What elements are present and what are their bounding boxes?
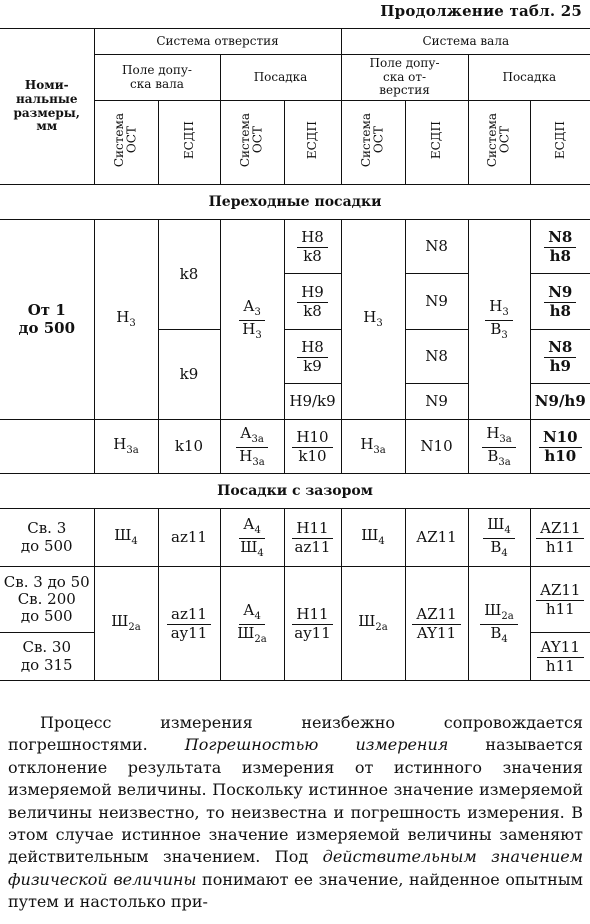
fit-n10-h10: $\frac{N10}{h10}$ <box>530 420 590 474</box>
size-1-500: От 1 до 500 <box>0 220 94 420</box>
cell-h3a-shaft: $Н_{3а}$ <box>341 420 405 474</box>
cell-n9-a: N9 <box>405 274 468 330</box>
header-ost-3: Система ОСТ <box>341 101 405 185</box>
cell-sh4-b4: $\frac{Ш_4}{В_4}$ <box>468 509 530 567</box>
cell-h3a: $Н_{3а}$ <box>94 420 158 474</box>
fit-n8-h9: $\frac{N8}{h9}$ <box>530 330 590 384</box>
header-esdp-2: ЕСДП <box>284 101 341 185</box>
fit-h8-k8: $\frac{H8}{k8}$ <box>284 220 341 274</box>
cell-n8-b: N8 <box>405 330 468 384</box>
cell-AZ11-AY11: $\frac{AZ11}{AY11}$ <box>405 567 468 681</box>
cell-sh2a-b4: $\frac{Ш_{2а}}{В_4}$ <box>468 567 530 681</box>
cell-az11: az11 <box>158 509 220 567</box>
section-clearance: Посадки с зазором <box>0 474 590 509</box>
size-empty <box>0 420 94 474</box>
header-ost-1: Система ОСТ <box>94 101 158 185</box>
fit-h8-k9: $\frac{H8}{k9}$ <box>284 330 341 384</box>
header-nominal-sizes: Номи- нальные размеры, мм <box>0 29 94 185</box>
section-transition: Переходные посадки <box>0 185 590 220</box>
cell-k8: k8 <box>158 220 220 330</box>
size-3-50-200-500: Св. 3 до 50 Св. 200 до 500 <box>0 567 94 633</box>
cell-h3-b3: $\frac{Н_3}{В_3}$ <box>468 220 530 420</box>
fit-h9-k8: $\frac{H9}{k8}$ <box>284 274 341 330</box>
size-3-500: Св. 3 до 500 <box>0 509 94 567</box>
fit-AZ11-h11-b: $\frac{AZ11}{h11}$ <box>530 567 590 633</box>
header-esdp-3: ЕСДП <box>405 101 468 185</box>
fit-h11-ay11: $\frac{H11}{ay11}$ <box>284 567 341 681</box>
term-measurement-error: Погрешностью измерения <box>184 735 449 755</box>
header-ost-4: Система ОСТ <box>468 101 530 185</box>
fit-h9k9: H9/k9 <box>284 384 341 420</box>
fit-h11-az11: $\frac{H11}{az11}$ <box>284 509 341 567</box>
cell-n8-a: N8 <box>405 220 468 274</box>
cell-sh4: $Ш_4$ <box>94 509 158 567</box>
table-caption: Продолжение табл. 25 <box>380 2 582 20</box>
cell-AZ11: AZ11 <box>405 509 468 567</box>
fit-AZ11-h11: $\frac{AZ11}{h11}$ <box>530 509 590 567</box>
fit-n9h9: N9/h9 <box>530 384 590 420</box>
cell-sh2a-shaft: $Ш_{2а}$ <box>341 567 405 681</box>
fits-table <box>0 28 590 681</box>
fit-n8-h8: $\frac{N8}{h8}$ <box>530 220 590 274</box>
header-shaft-system: Система вала <box>341 29 590 55</box>
cell-a4-sh2a: $\frac{А_4}{Ш_{2а}}$ <box>220 567 284 681</box>
fit-h10-k10: $\frac{H10}{k10}$ <box>284 420 341 474</box>
body-paragraph: Процесс измерения неизбежно сопровождается погрешностями. Погрешностью измерения называется отклонение результата измерения от истинного значения измеряемой величины. Поскольку истинное значение измеряемой величины неизвестно, то неизвестна и погрешность измерения. В этом случае истинное значение измеряемой величины заменяют действительным значением. Под действительным значением физической величины понимают ее значение, найденное опытным путем и настолько при- <box>8 713 584 912</box>
term-actual-value: действительным значением физической величины <box>8 847 583 889</box>
cell-n9-b: N9 <box>405 384 468 420</box>
cell-az11-ay11: $\frac{az11}{ay11}$ <box>158 567 220 681</box>
header-tol-field-hole: Поле допу- ска от- верстия <box>341 55 468 101</box>
cell-a3-h3: $\frac{А_3}{Н_3}$ <box>220 220 284 420</box>
cell-h3-ost: $Н_3$ <box>94 220 158 420</box>
cell-h3a-b3a: $\frac{Н_{3а}}{В_{3а}}$ <box>468 420 530 474</box>
cell-h3-shaft: $Н_3$ <box>341 220 405 420</box>
header-tol-field-shaft: Поле допу- ска вала <box>94 55 220 101</box>
cell-n10: N10 <box>405 420 468 474</box>
header-esdp-4: ЕСДП <box>530 101 590 185</box>
cell-a4-sh4: $\frac{А_4}{Ш_4}$ <box>220 509 284 567</box>
header-ost-2: Система ОСТ <box>220 101 284 185</box>
fit-n9-h8: $\frac{N9}{h8}$ <box>530 274 590 330</box>
cell-k9: k9 <box>158 330 220 420</box>
header-esdp-1: ЕСДП <box>158 101 220 185</box>
fit-AY11-h11: $\frac{AY11}{h11}$ <box>530 633 590 681</box>
header-fit-shaft: Посадка <box>468 55 590 101</box>
cell-k10: k10 <box>158 420 220 474</box>
cell-a3a-h3a: $\frac{А_{3а}}{Н_{3а}}$ <box>220 420 284 474</box>
header-fit-hole: Посадка <box>220 55 341 101</box>
header-hole-system: Система отверстия <box>94 29 341 55</box>
size-30-315: Св. 30 до 315 <box>0 633 94 681</box>
cell-sh4-shaft: $Ш_4$ <box>341 509 405 567</box>
cell-sh2a: $Ш_{2а}$ <box>94 567 158 681</box>
